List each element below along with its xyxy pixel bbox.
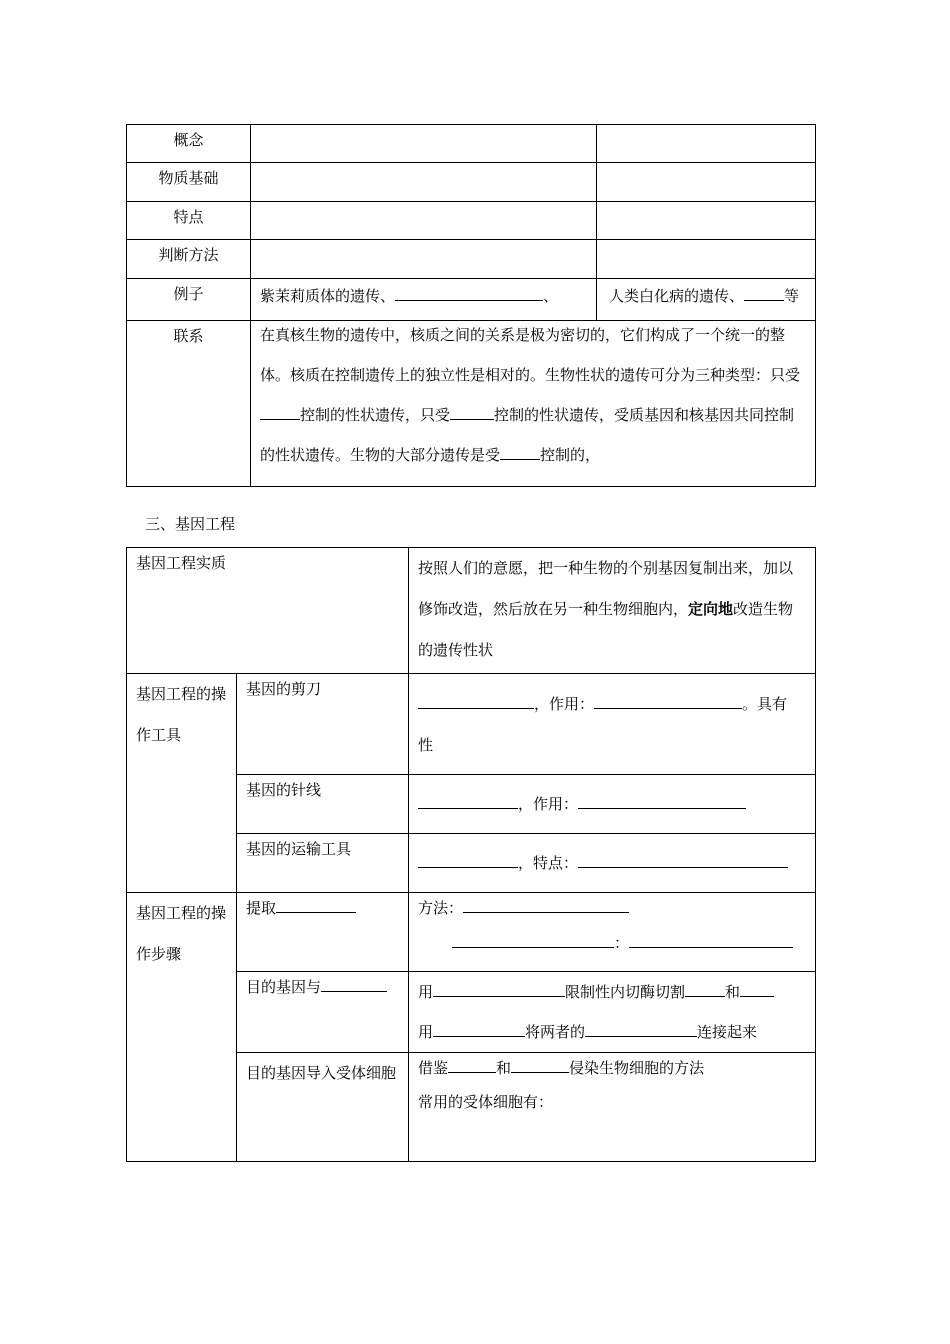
example-right-tail: 等 [784,287,800,305]
fill-blank[interactable] [450,405,494,420]
blank-cell [597,125,816,163]
fill-blank[interactable] [744,286,784,301]
fill-blank[interactable] [578,853,788,868]
relation-part: 控制的性状遗传，受质基因和核基因共同控制的性状遗传。生物的大部分遗传是受 [260,406,795,464]
row-label: 特点 [127,202,251,240]
relation-part: 控制的性状遗传，只受 [300,406,451,424]
extract-method-cell [409,893,816,972]
extract-label: 提取 [246,899,277,917]
method-label: 方法： [418,899,464,917]
blank-cell [251,240,597,279]
blank-cell [251,163,597,202]
needle-mid: ，作用： [518,795,579,813]
genetic-engineering-table [126,547,816,1162]
blank-cell [597,202,816,240]
combine-label: 目的基因与 [246,978,322,996]
fill-blank[interactable] [448,1058,496,1073]
extract-cell [237,893,409,972]
fill-blank[interactable] [463,898,629,913]
fill-blank[interactable] [418,853,518,868]
section-title: 三、基因工程 [145,515,236,533]
combine-cell [237,972,409,1053]
fill-blank[interactable] [276,898,356,913]
scissors-line2: 性 [418,736,434,754]
heredity-table [126,124,816,487]
needle-label: 基因的针线 [237,775,409,834]
combine-text: 限制性内切酶切割 [565,983,686,1001]
row-label: 判断方法 [127,240,251,279]
fill-blank[interactable] [511,1058,569,1073]
row-label: 概念 [127,125,251,163]
essence-text: 按照人们的意愿，把一种生物的个别基因复制出来，加以修饰改造，然后放在另一种生物细胞内， [418,559,794,618]
scissors-mid: ，作用： [534,695,595,713]
blank-cell [597,163,816,202]
fill-blank[interactable] [740,982,774,997]
import-text: 侵染生物细胞的方法 [569,1059,705,1077]
fill-blank[interactable] [433,1022,525,1037]
carrier-cell [409,834,816,893]
fill-blank[interactable] [685,982,725,997]
fill-blank[interactable] [433,982,565,997]
row-label: 物质基础 [127,163,251,202]
fill-blank[interactable] [321,977,387,992]
fill-blank[interactable] [594,694,742,709]
essence-cell [409,548,816,674]
fill-blank[interactable] [260,405,300,420]
import-label: 目的基因导入受体细胞 [237,1053,409,1162]
combine-text: 用 [418,983,434,1001]
fill-blank[interactable] [395,286,543,301]
import-text: 和 [496,1059,512,1077]
example-left-text: 紫茉莉质体的遗传、 [260,287,396,305]
blank-cell [597,240,816,279]
relation-part: 控制的， [540,446,601,464]
scissors-tail: 。具有 [742,695,788,713]
relation-text [251,321,816,487]
import-common: 常用的受体细胞有： [418,1093,554,1111]
carrier-mid: ，特点： [518,854,579,872]
blank-cell [251,125,597,163]
import-text: 借鉴 [418,1059,449,1077]
relation-part: 在真核生物的遗传中，核质之间的关系是极为密切的，它们构成了一个统一的整体。核质在控制遗传上的独立性是相对的。生物性状的遗传可分为三种类型：只受 [260,326,801,384]
example-label: 例子 [127,279,251,321]
combine-detail-cell [409,972,816,1053]
needle-cell [409,775,816,834]
essence-label: 基因工程实质 [127,548,409,674]
colon: ： [614,934,630,952]
combine-text: 将两者的 [525,1023,586,1041]
blank-cell [251,202,597,240]
essence-bold: 定向地 [688,600,734,618]
combine-text: 用 [418,1023,434,1041]
combine-text: 和 [725,983,741,1001]
fill-blank[interactable] [585,1022,697,1037]
scissors-cell [409,674,816,775]
combine-text: 连接起来 [697,1023,758,1041]
relation-label: 联系 [127,321,251,487]
example-right-text: 人类白化病的遗传、 [609,287,745,305]
fill-blank[interactable] [500,445,540,460]
fill-blank[interactable] [418,794,518,809]
steps-label: 基因工程的操作步骤 [127,893,237,1162]
example-left-tail: 、 [543,287,559,305]
fill-blank[interactable] [418,694,534,709]
scissors-label: 基因的剪刀 [237,674,409,775]
fill-blank[interactable] [629,933,793,948]
import-cell [409,1053,816,1162]
fill-blank[interactable] [578,794,746,809]
fill-blank[interactable] [452,933,614,948]
essence-tail: 改造生物的遗传性状 [418,600,794,659]
tools-label: 基因工程的操作工具 [127,674,237,893]
carrier-label: 基因的运输工具 [237,834,409,893]
